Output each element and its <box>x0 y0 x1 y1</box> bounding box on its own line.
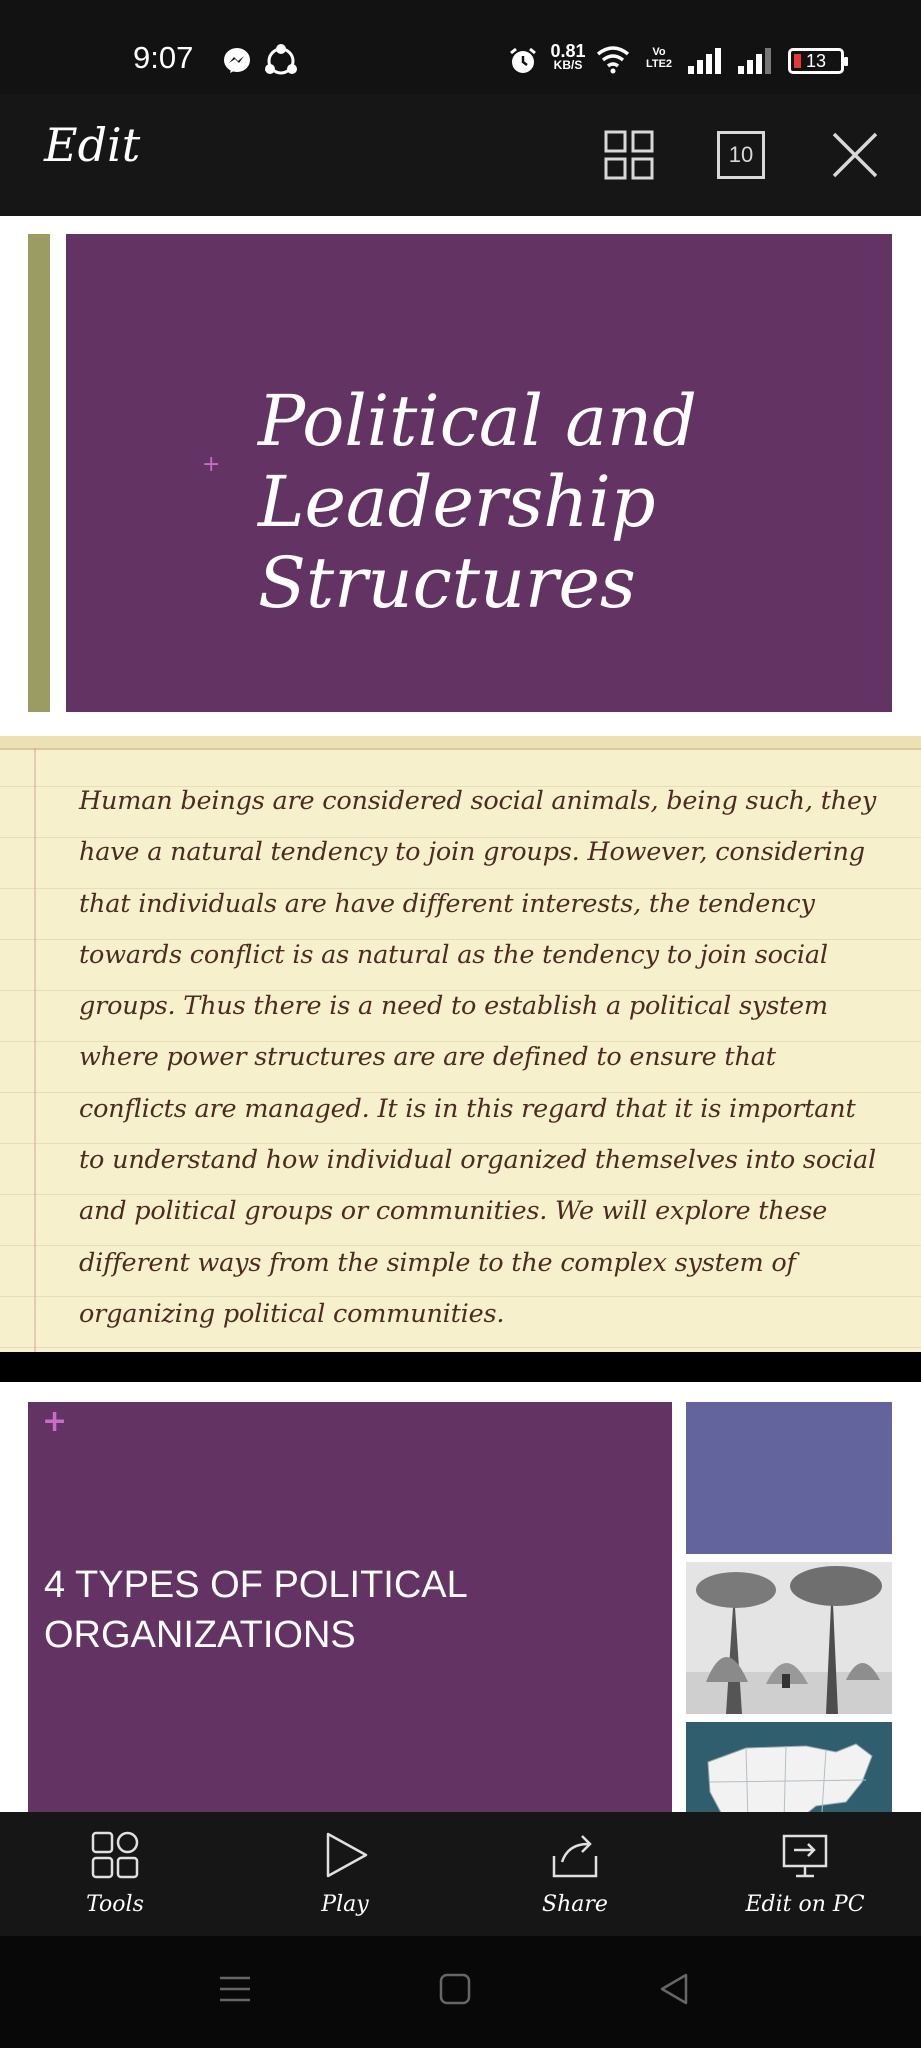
close-icon[interactable] <box>830 130 880 180</box>
slide-1-accent-bar <box>28 234 50 712</box>
plus-decoration-icon: + <box>42 1404 68 1439</box>
signal-icon <box>686 46 726 76</box>
back-icon[interactable] <box>658 1972 692 2006</box>
share-icon <box>550 1830 600 1880</box>
status-time: 9:07 <box>133 40 194 75</box>
net-speed <box>547 41 589 72</box>
battery-level <box>794 54 801 68</box>
battery-percent: 13 <box>805 51 827 71</box>
tools-icon <box>90 1830 140 1880</box>
notes-text: Human beings are considered social animals, being such, they have a natural tendency to join groups. However, considering that individuals are have different interests, the tendency towards conflict is as natural as the tendency to join social groups. Thus there is a need to establish a political system where power structures are are defined to ensure that conflicts are managed. It is in this regard that it is important to understand how individual organized themselves into social and political groups or communities. We will explore these different ways from the simple to the complex system of organizing political communities. <box>79 786 877 1329</box>
home-icon[interactable] <box>438 1972 472 2006</box>
share-label: Share <box>542 1892 608 1917</box>
play-icon <box>320 1830 370 1880</box>
speaker-notes[interactable] <box>0 736 921 1352</box>
grid-view-icon[interactable] <box>604 130 654 180</box>
slides-content[interactable] <box>0 216 921 1812</box>
play-label: Play <box>321 1892 369 1917</box>
battery-indicator <box>788 48 844 74</box>
us-map-image <box>686 1722 892 1812</box>
shareit-icon <box>264 44 298 78</box>
wifi-icon <box>596 44 630 74</box>
slide-count-button[interactable]: 10 <box>717 131 765 179</box>
tools-label: Tools <box>86 1892 144 1917</box>
notes-margin-line <box>34 748 36 1352</box>
volte-label: Vo LTE2 <box>645 46 673 70</box>
slide-separator <box>0 1352 921 1382</box>
alarm-icon <box>508 46 538 76</box>
net-speed-value: 0.81 <box>550 41 586 61</box>
menu-icon[interactable] <box>218 1972 252 2006</box>
notes-torn-edge <box>0 736 921 750</box>
net-speed-unit: KB/S <box>553 58 583 72</box>
desktop-icon <box>780 1830 830 1880</box>
village-engraving-image <box>686 1562 892 1714</box>
messenger-icon <box>222 46 252 76</box>
signal-2-icon <box>736 46 776 76</box>
slide-2-title: 4 TYPES OF POLITICAL ORGANIZATIONS <box>44 1564 467 1656</box>
edit-on-pc-label: Edit on PC <box>745 1892 865 1917</box>
slide-2-color-block <box>686 1402 892 1554</box>
slide-1[interactable] <box>0 216 921 736</box>
slide-2[interactable] <box>0 1382 921 1812</box>
page-title: Edit <box>44 118 141 172</box>
slide-1-title: Political and Leadership Structures <box>258 380 697 624</box>
plus-decoration-icon: + <box>202 452 221 477</box>
